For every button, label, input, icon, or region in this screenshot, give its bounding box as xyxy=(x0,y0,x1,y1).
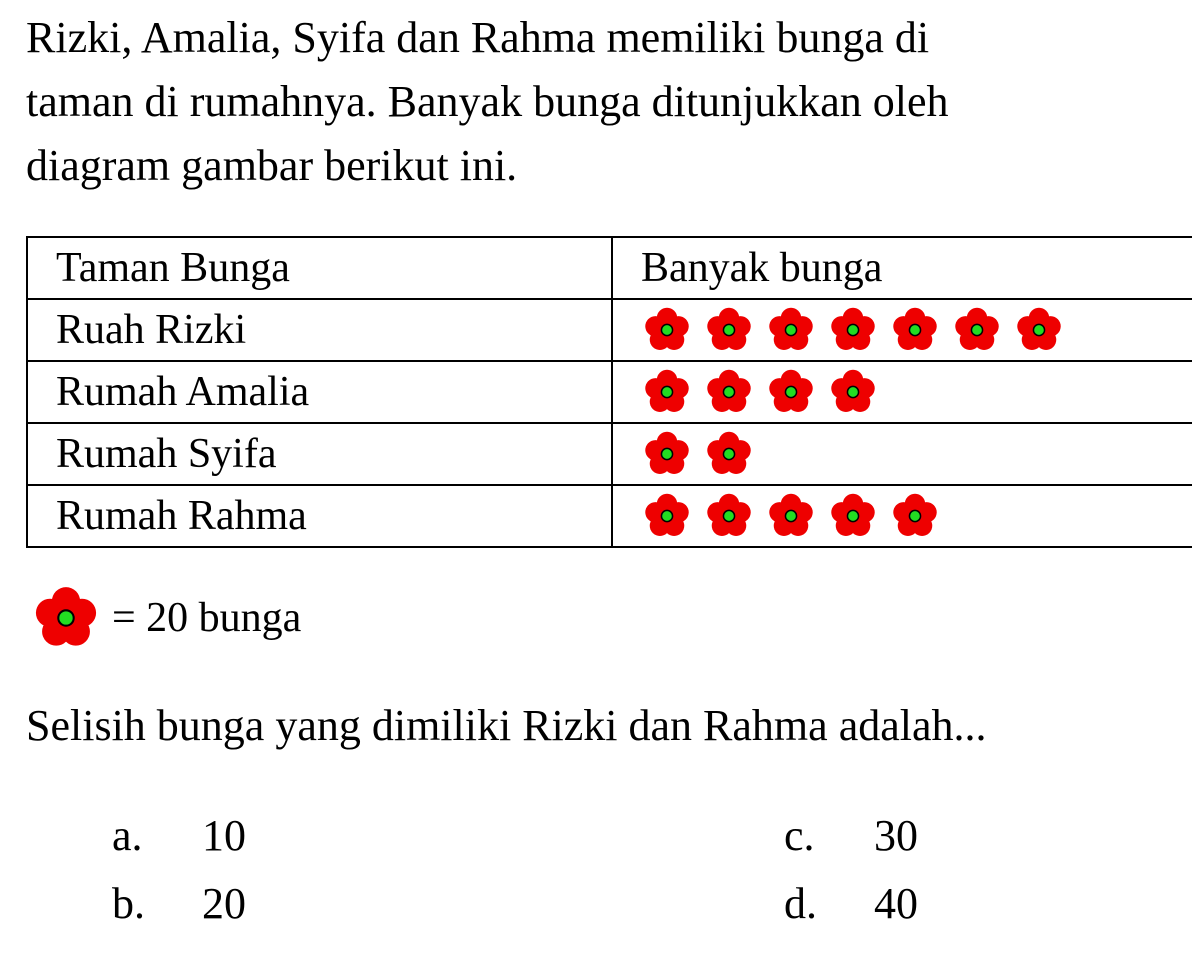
flower-count-cell xyxy=(612,299,1192,361)
flower-icon xyxy=(641,490,693,542)
flower-icon xyxy=(641,428,693,480)
flower-icon xyxy=(765,304,817,356)
intro-paragraph xyxy=(26,6,1186,198)
flower-icon xyxy=(1013,304,1065,356)
header-taman-bunga: Taman Bunga xyxy=(27,237,612,299)
flower-count-cell xyxy=(612,423,1192,485)
option-letter: c. xyxy=(784,811,815,860)
legend xyxy=(30,582,301,654)
flower-icon xyxy=(703,304,755,356)
flower-icon xyxy=(703,428,755,480)
flower-count-cell xyxy=(612,485,1192,547)
table-row xyxy=(27,485,1192,547)
option-value: 10 xyxy=(202,811,246,860)
table-row xyxy=(27,423,1192,485)
option-value: 40 xyxy=(874,879,918,928)
question-text: Selisih bunga yang dimiliki Rizki dan Rahma adalah... xyxy=(26,701,987,750)
intro-line-2: taman di rumahnya. Banyak bunga ditunjukkan oleh xyxy=(26,77,949,126)
row-name: Rumah Amalia xyxy=(27,361,612,423)
flower-icon xyxy=(827,490,879,542)
intro-line-1: Rizki, Amalia, Syifa dan Rahma memiliki bunga di xyxy=(26,13,930,62)
flower-count-cell xyxy=(612,361,1192,423)
row-name: Ruah Rizki xyxy=(27,299,612,361)
table-row xyxy=(27,299,1192,361)
flower-icon xyxy=(827,304,879,356)
flower-icon xyxy=(827,366,879,418)
flower-icon xyxy=(889,490,941,542)
option-letter: d. xyxy=(784,879,817,928)
flower-icon xyxy=(641,304,693,356)
table-header-row xyxy=(27,237,1192,299)
header-banyak-bunga: Banyak bunga xyxy=(612,237,1192,299)
option-c[interactable] xyxy=(784,810,918,861)
intro-line-3: diagram gambar berikut ini. xyxy=(26,141,518,190)
option-letter: b. xyxy=(112,879,145,928)
option-value: 20 xyxy=(202,879,246,928)
option-d[interactable] xyxy=(784,878,918,929)
option-b[interactable] xyxy=(112,878,246,929)
row-name: Rumah Syifa xyxy=(27,423,612,485)
pictogram-table xyxy=(26,236,1192,548)
flower-icon xyxy=(889,304,941,356)
flower-icon xyxy=(765,490,817,542)
flower-icon xyxy=(951,304,1003,356)
option-letter: a. xyxy=(112,811,143,860)
option-value: 30 xyxy=(874,811,918,860)
flower-icon xyxy=(703,366,755,418)
flower-icon xyxy=(703,490,755,542)
flower-icon xyxy=(641,366,693,418)
row-name: Rumah Rahma xyxy=(27,485,612,547)
flower-icon xyxy=(765,366,817,418)
table-row xyxy=(27,361,1192,423)
option-a[interactable] xyxy=(112,810,246,861)
legend-text: = 20 bunga xyxy=(112,595,302,641)
flower-icon xyxy=(30,582,102,654)
